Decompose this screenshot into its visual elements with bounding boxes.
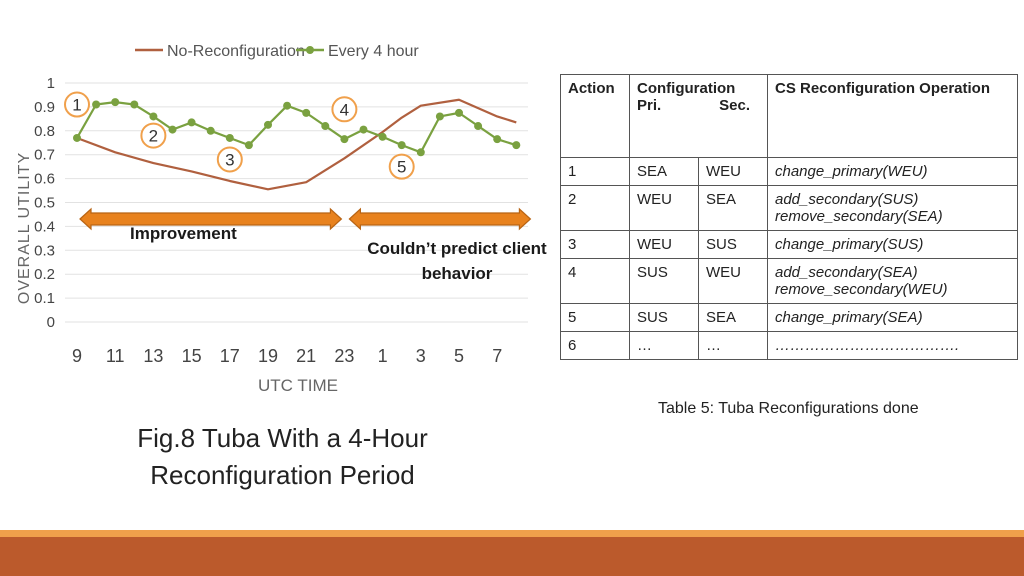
- table-row: [561, 304, 1018, 332]
- table-row: [561, 259, 1018, 304]
- chart-grid: [65, 83, 528, 322]
- x-tick-0: 9: [71, 346, 83, 366]
- series-1-point-18: [417, 148, 425, 156]
- x-tick-8: 1: [377, 346, 388, 366]
- table-row: [561, 158, 1018, 186]
- couldnt-predict-label: Couldn’t predict client behavior: [367, 239, 547, 283]
- annotation-label-5: 5: [396, 157, 407, 177]
- cell-sec: WEU: [699, 158, 768, 186]
- x-axis-label: UTC TIME: [258, 376, 338, 395]
- cell-operation: change_primary(SEA): [768, 304, 1018, 332]
- x-tick-5: 19: [257, 346, 279, 366]
- table-row: [561, 231, 1018, 259]
- footer-stripe: [0, 530, 1024, 537]
- header-sec: Sec.: [719, 97, 750, 114]
- reconfiguration-table: [560, 74, 1018, 360]
- x-tick-6: 21: [296, 346, 317, 366]
- y-tick-1: 0.1: [34, 290, 55, 308]
- cell-action: 6: [561, 332, 630, 360]
- series-1-point-19: [436, 112, 444, 120]
- cell-action: 5: [561, 304, 630, 332]
- cell-sec: SEA: [699, 186, 768, 231]
- series-1-point-7: [207, 127, 215, 135]
- y-tick-6: 0.6: [34, 170, 55, 188]
- y-axis-label: OVERALL UTILITY: [16, 151, 33, 305]
- series-1-point-5: [169, 126, 177, 134]
- y-tick-4: 0.4: [34, 218, 55, 236]
- series-line-0: [77, 100, 516, 190]
- table-row: [561, 332, 1018, 360]
- cell-pri: WEU: [630, 231, 699, 259]
- series-1-point-0: [73, 134, 81, 142]
- series-lines: [77, 100, 516, 190]
- x-tick-1: 11: [105, 346, 125, 366]
- cell-operation: ……………………………….: [768, 332, 1018, 360]
- series-1-point-6: [188, 118, 196, 126]
- cell-pri: WEU: [630, 186, 699, 231]
- legend-label-no-reconfiguration: No-Reconfiguration: [167, 43, 305, 60]
- x-tick-2: 13: [143, 346, 164, 366]
- x-tick-3: 15: [181, 346, 202, 366]
- series-1-point-4: [149, 112, 157, 120]
- cell-sec: WEU: [699, 259, 768, 304]
- x-tick-9: 3: [415, 346, 426, 366]
- series-1-point-21: [474, 122, 482, 130]
- annotation-label-4: 4: [339, 100, 350, 120]
- table-caption: Table 5: Tuba Reconfigurations done: [658, 400, 919, 417]
- figure-caption: Fig.8 Tuba With a 4-Hour Reconfiguration Period: [137, 423, 428, 490]
- cell-action: 3: [561, 231, 630, 259]
- series-1-point-13: [321, 122, 329, 130]
- cell-operation: add_secondary(SEA) remove_secondary(WEU): [768, 259, 1018, 304]
- cell-pri: SEA: [630, 158, 699, 186]
- y-tick-8: 0.8: [34, 122, 55, 140]
- table-body: [561, 158, 1018, 360]
- improvement-label: Improvement: [130, 224, 237, 243]
- cell-sec: SEA: [699, 304, 768, 332]
- series-1-point-15: [360, 126, 368, 134]
- utility-chart: [0, 30, 560, 400]
- series-1-point-14: [340, 135, 348, 143]
- y-tick-9: 0.9: [34, 98, 55, 116]
- header-pri: Pri.: [637, 97, 662, 114]
- annotation-label-2: 2: [148, 126, 159, 146]
- annotation-label-3: 3: [225, 150, 235, 170]
- x-tick-labels: [72, 346, 502, 366]
- chart-legend: [135, 43, 419, 60]
- series-1-point-12: [302, 109, 310, 117]
- legend-label-every-4-hour: Every 4 hour: [328, 43, 419, 60]
- series-1-point-2: [111, 98, 119, 106]
- cell-sec: …: [699, 332, 768, 360]
- footer-bar: [0, 537, 1024, 576]
- series-1-point-9: [245, 141, 253, 149]
- x-tick-11: 7: [492, 346, 503, 366]
- header-configuration-label: Configuration: [637, 80, 736, 97]
- series-1-point-23: [512, 141, 520, 149]
- x-tick-7: 23: [334, 346, 355, 366]
- y-tick-5: 0.5: [34, 194, 55, 212]
- y-tick-0: 0: [46, 314, 55, 331]
- cell-pri: SUS: [630, 304, 699, 332]
- series-line-1: [77, 102, 516, 152]
- y-tick-3: 0.3: [34, 242, 55, 260]
- series-1-point-20: [455, 109, 463, 117]
- cell-operation: add_secondary(SUS) remove_secondary(SEA): [768, 186, 1018, 231]
- header-action: Action: [561, 75, 630, 158]
- cell-pri: SUS: [630, 259, 699, 304]
- table-row: [561, 186, 1018, 231]
- cell-sec: SUS: [699, 231, 768, 259]
- series-1-point-16: [379, 133, 387, 141]
- series-1-point-17: [398, 141, 406, 149]
- series-1-point-8: [226, 134, 234, 142]
- y-tick-2: 0.2: [34, 266, 55, 284]
- header-pri-sec: [637, 97, 760, 114]
- cell-action: 4: [561, 259, 630, 304]
- cell-action: 1: [561, 158, 630, 186]
- header-configuration: [630, 75, 768, 158]
- cell-action: 2: [561, 186, 630, 231]
- series-1-point-3: [130, 101, 138, 109]
- y-tick-10: 1: [46, 75, 55, 92]
- series-1-point-1: [92, 101, 100, 109]
- cell-operation: change_primary(WEU): [768, 158, 1018, 186]
- legend-marker-every-4-hour: [306, 46, 314, 54]
- cell-operation: change_primary(SUS): [768, 231, 1018, 259]
- y-tick-labels: [34, 75, 55, 331]
- header-operation: CS Reconfiguration Operation: [768, 75, 1018, 158]
- x-tick-10: 5: [453, 346, 465, 366]
- series-1-point-11: [283, 102, 291, 110]
- annotation-label-1: 1: [72, 95, 82, 115]
- table-header-row: [561, 75, 1018, 158]
- series-1-point-10: [264, 121, 272, 129]
- y-tick-7: 0.7: [34, 146, 55, 164]
- x-tick-4: 17: [219, 346, 240, 366]
- cell-pri: …: [630, 332, 699, 360]
- series-1-point-22: [493, 135, 501, 143]
